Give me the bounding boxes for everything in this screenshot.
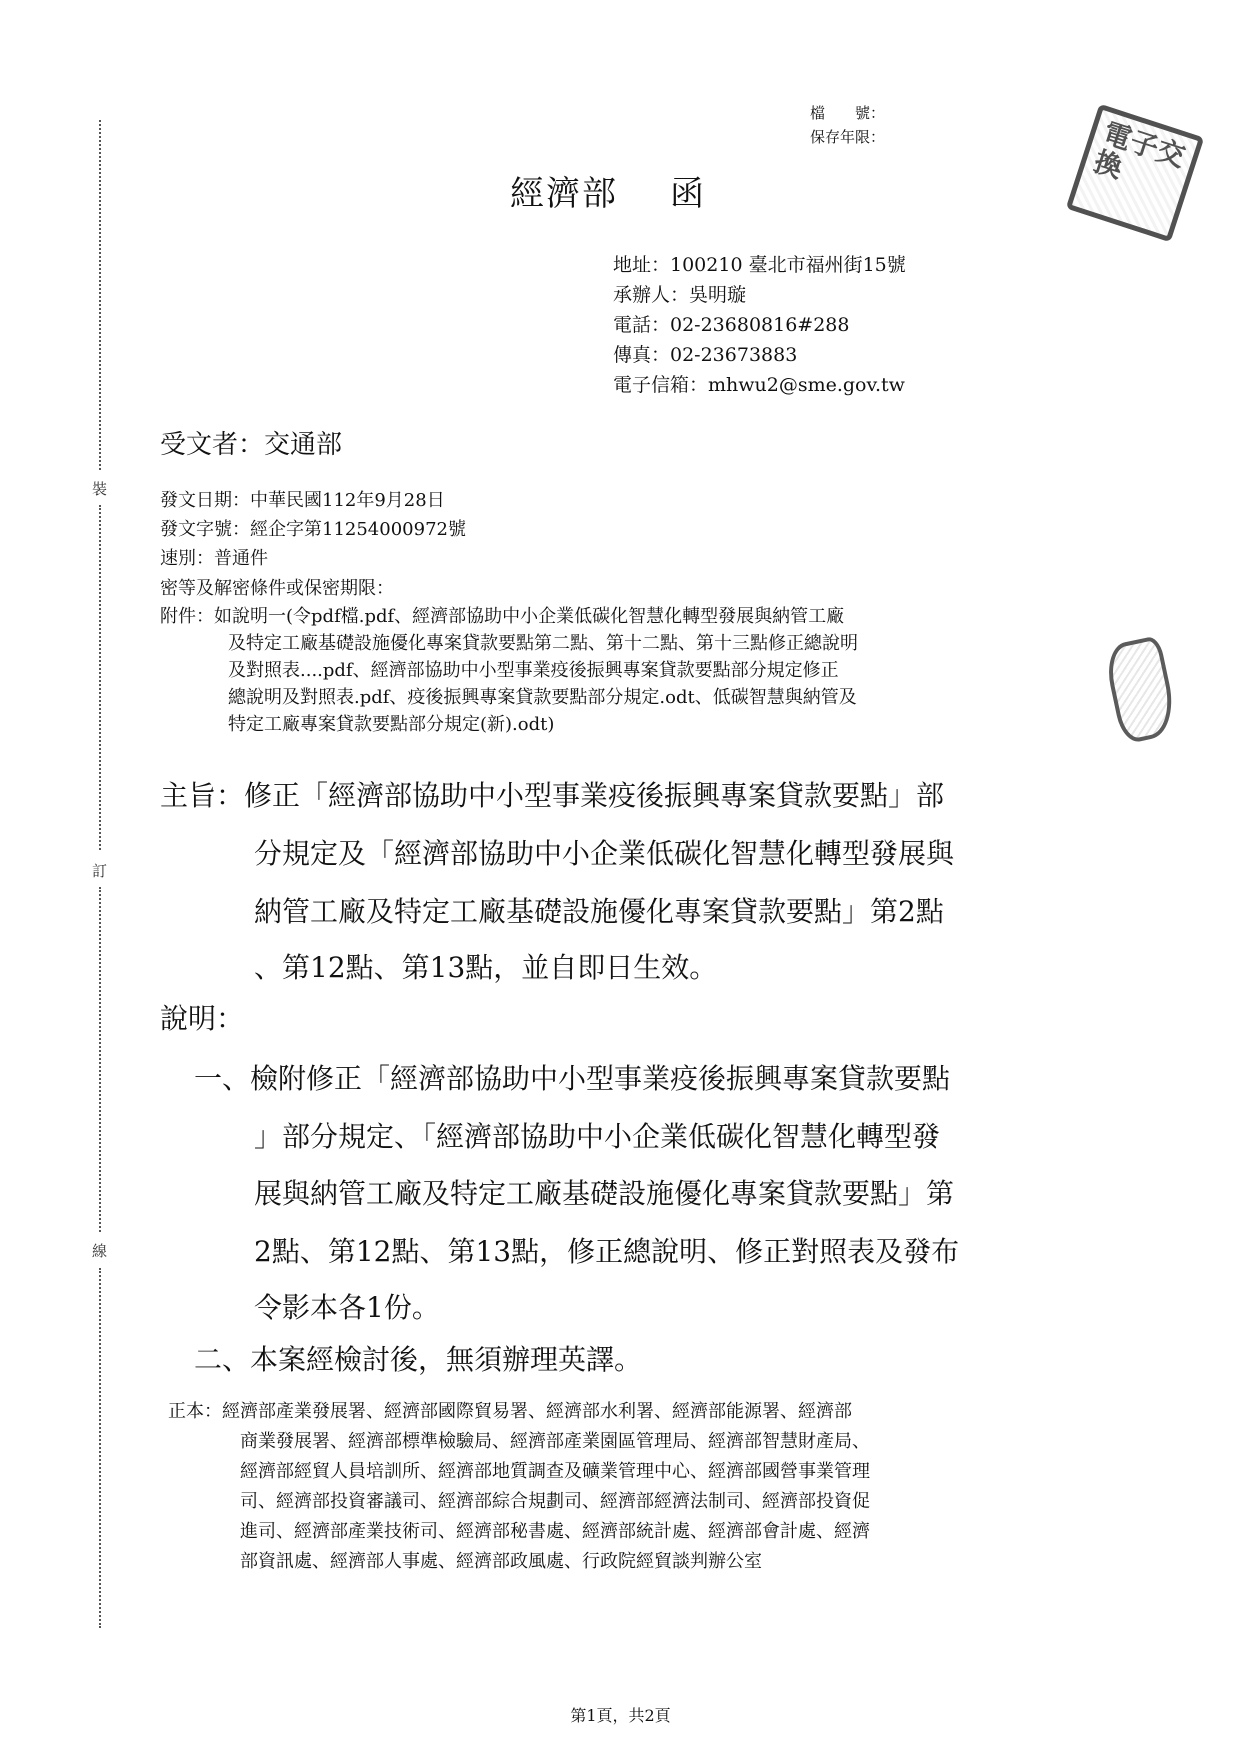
explanation-item-2: 二、本案經檢討後，無須辦理英譯。 [194,1343,643,1376]
explanation-item-1-line: 令影本各1份。 [254,1291,440,1324]
exchange-stamp: 電子交換 [1066,104,1205,243]
title-doc-type: 函 [670,174,706,214]
attachment-line: 及對照表....pdf、經濟部協助中小型事業疫後振興專案貸款要點部分規定修正 [228,660,839,681]
copies-line: 部資訊處、經濟部人事處、經濟部政風處、行政院經貿談判辦公室 [240,1551,762,1572]
sender-fax: 傳真：02-23673883 [613,344,798,366]
secrecy: 密等及解密條件或保密期限： [160,578,394,599]
issue-number: 發文字號：經企字第11254000972號 [160,519,466,540]
sender-email: 電子信箱：mhwu2@sme.gov.tw [613,374,905,396]
attachment-line: 特定工廠專案貸款要點部分規定(新).odt) [228,714,555,735]
binding-line-low [99,887,101,1232]
recipient: 受文者：交通部 [160,430,343,460]
speed: 速別：普通件 [160,548,268,569]
subject-line: 主旨：修正「經濟部協助中小型事業疫後振興專案貸款要點」部 [160,779,945,812]
binding-line-top [99,120,101,470]
attachment-line: 附件：如說明一(令pdf檔.pdf、經濟部協助中小企業低碳化智慧化轉型發展與納管工廠 [160,606,845,627]
binding-mark-xian: 線 [92,1242,108,1260]
binding-mark-zhuang: 裝 [92,480,108,498]
binding-line-mid [99,505,101,850]
explanation-item-1-line: 展與納管工廠及特定工廠基礎設施優化專案貸款要點」第 [254,1177,955,1210]
copies-list [168,1397,870,1577]
sender-phone: 電話：02-23680816#288 [613,314,850,336]
explanation-item-1-line: 2點、第12點、第13點，修正總說明、修正對照表及發布 [254,1235,960,1268]
explanation-item-1-line: 一、檢附修正「經濟部協助中小型事業疫後振興專案貸款要點 [194,1062,951,1095]
explanation-item-1-line: 」部分規定、「經濟部協助中小企業低碳化智慧化轉型發 [254,1120,941,1153]
retention-label: 保存年限： [810,128,886,146]
title-org: 經濟部 [510,174,618,214]
document-title [510,166,706,215]
subject-line: 、第12點、第13點，並自即日生效。 [254,951,718,984]
explanation-heading: 說明： [160,1002,245,1035]
attachment-line: 及特定工廠基礎設施優化專案貸款要點第二點、第十二點、第十三點修正總說明 [228,633,858,654]
binding-mark-ding: 訂 [92,862,108,880]
file-number-label: 檔 號： [810,104,886,122]
issue-date: 發文日期：中華民國112年9月28日 [160,490,445,511]
copies-line: 商業發展署、經濟部標準檢驗局、經濟部產業園區管理局、經濟部智慧財產局、 [240,1431,870,1452]
subject-line: 分規定及「經濟部協助中小企業低碳化智慧化轉型發展與 [254,837,955,870]
binding-line-bottom [99,1268,101,1628]
attachment-list [160,603,858,738]
attachment-line: 總說明及對照表.pdf、疫後振興專案貸款要點部分規定.odt、低碳智慧與納管及 [228,687,857,708]
seal-mark [1102,635,1180,745]
page-number: 第1頁，共2頁 [570,1706,671,1725]
copies-line: 正本：經濟部產業發展署、經濟部國際貿易署、經濟部水利署、經濟部能源署、經濟部 [168,1401,852,1422]
copies-line: 進司、經濟部產業技術司、經濟部秘書處、經濟部統計處、經濟部會計處、經濟 [240,1521,870,1542]
sender-address: 地址：100210 臺北市福州街15號 [613,254,906,276]
copies-line: 經濟部經貿人員培訓所、經濟部地質調查及礦業管理中心、經濟部國營事業管理 [240,1461,870,1482]
subject-line: 納管工廠及特定工廠基礎設施優化專案貸款要點」第2點 [254,895,944,928]
copies-line: 司、經濟部投資審議司、經濟部綜合規劃司、經濟部經濟法制司、經濟部投資促 [240,1491,870,1512]
sender-contact: 承辦人：吳明璇 [613,284,747,306]
